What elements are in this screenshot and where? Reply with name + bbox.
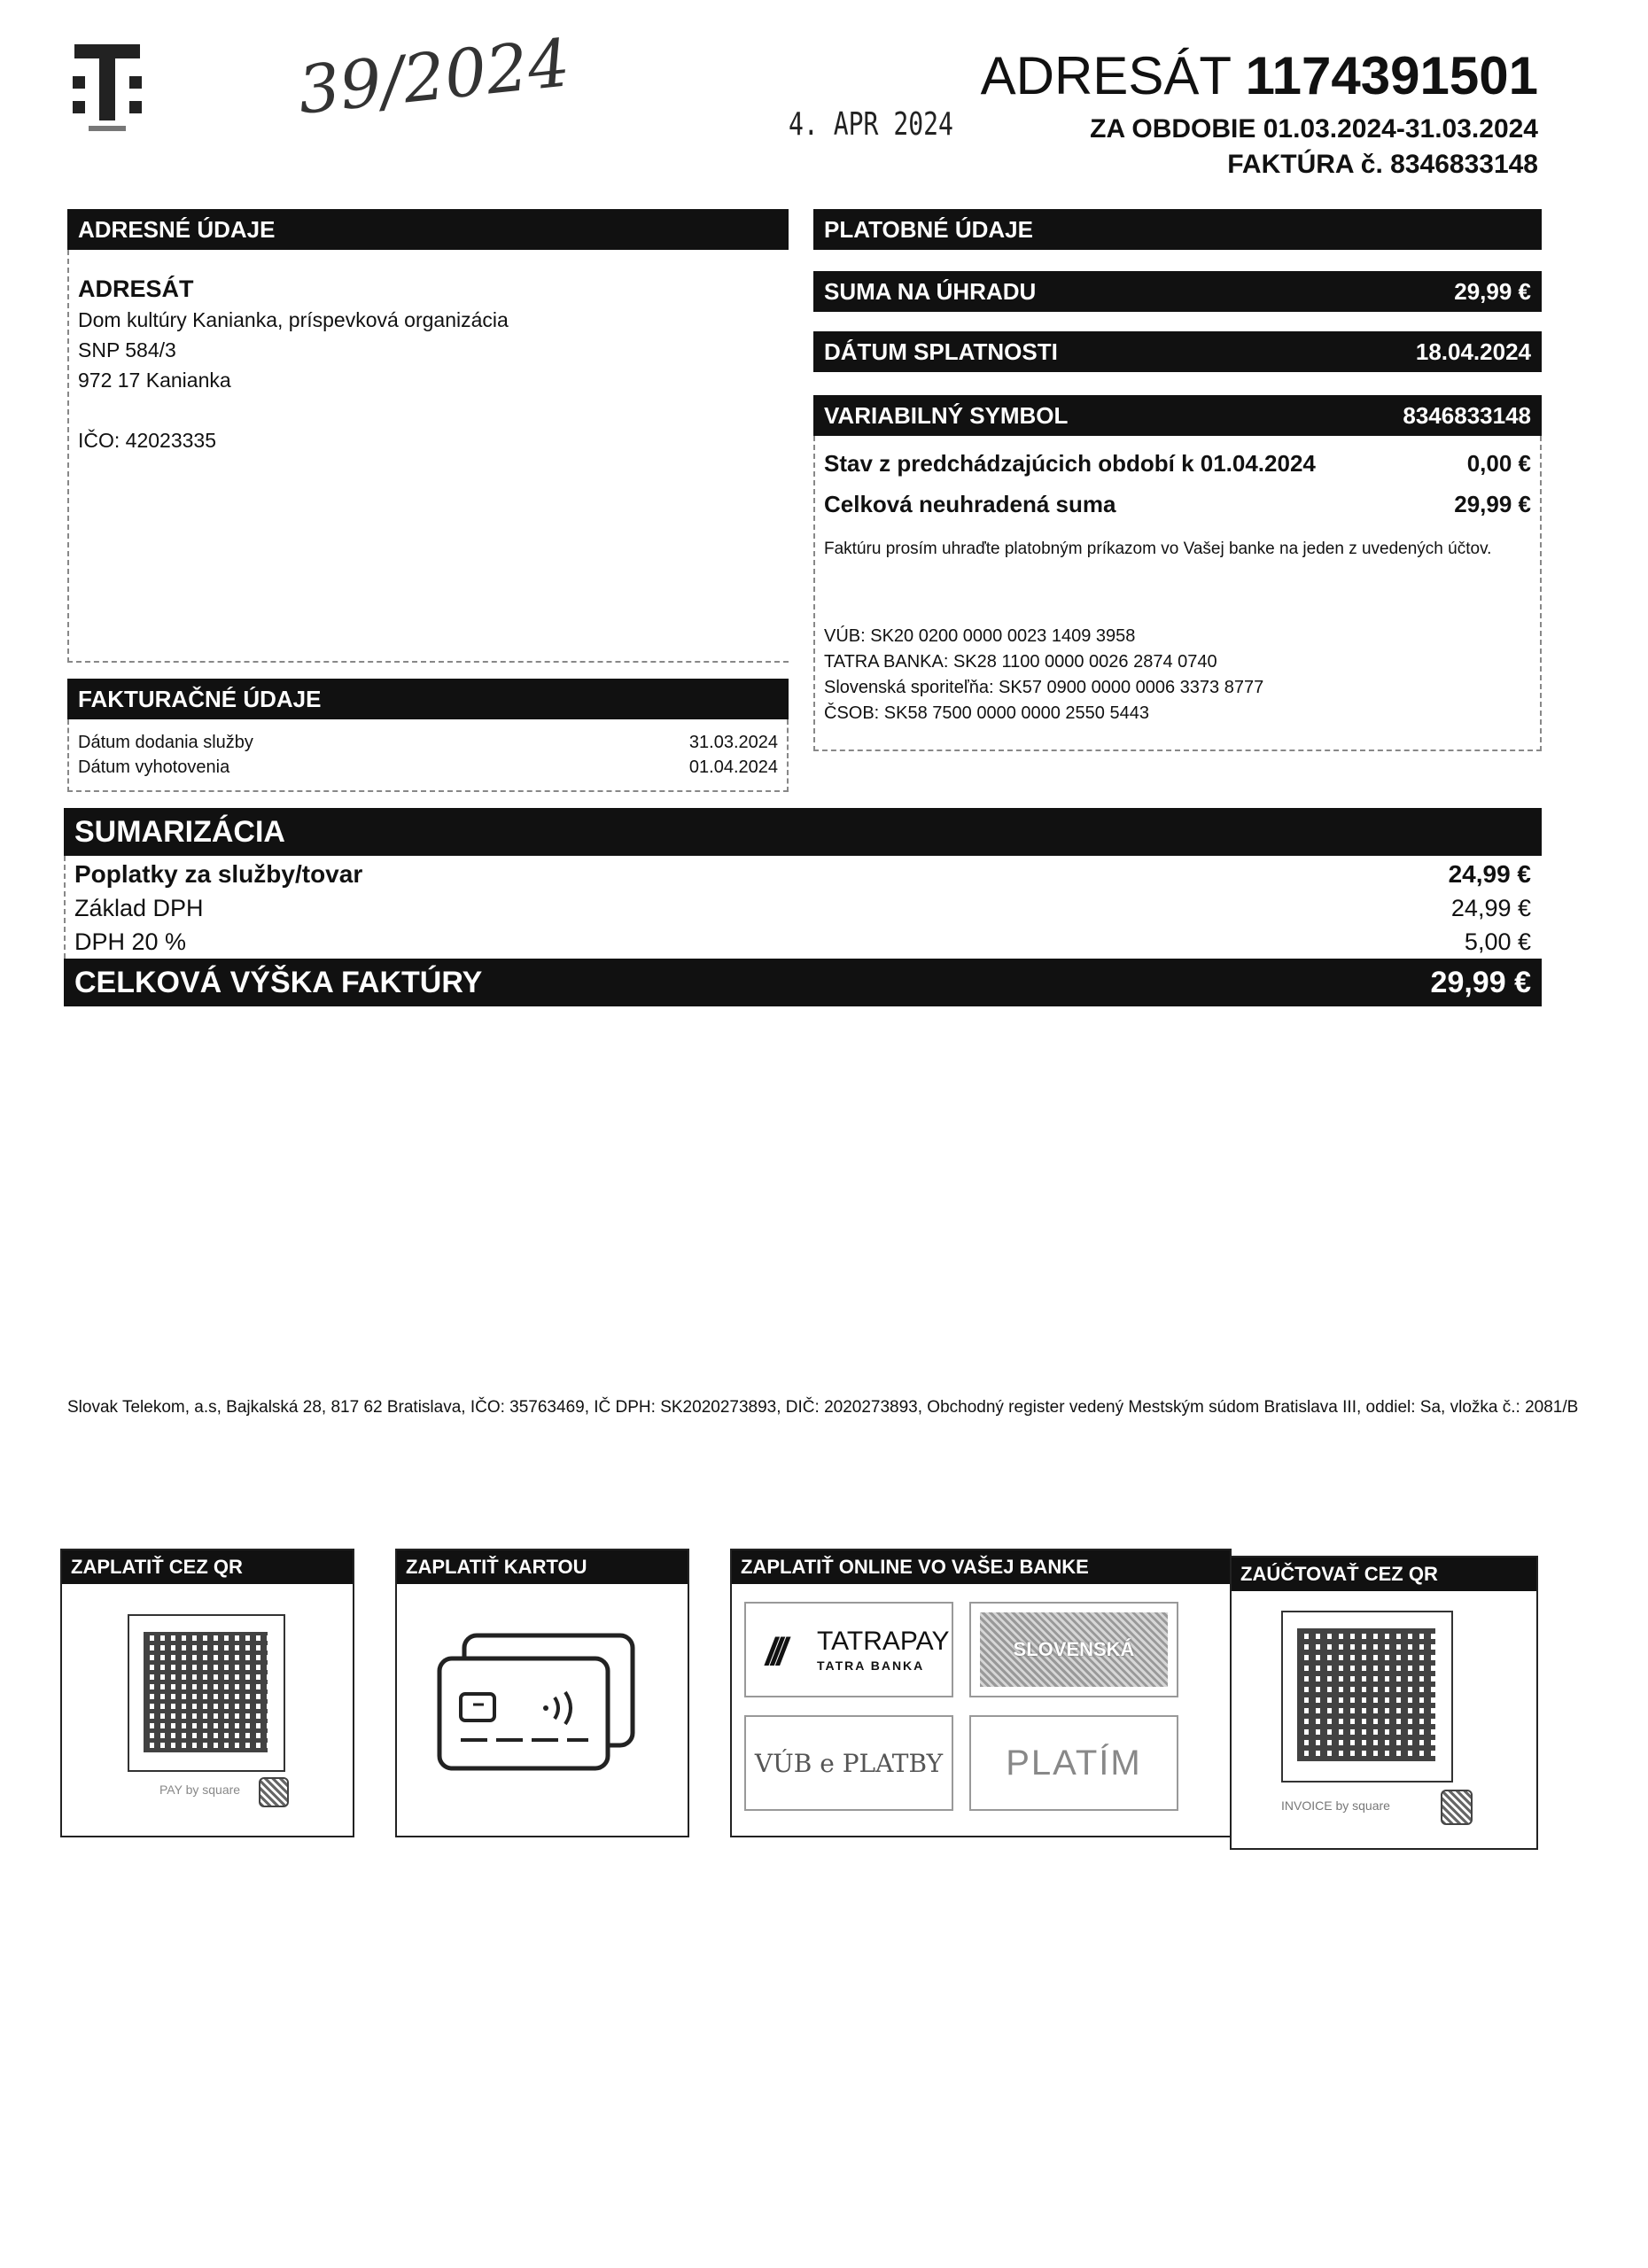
square-badge-icon xyxy=(259,1777,289,1807)
billing-section-header: FAKTURAČNÉ ÚDAJE xyxy=(67,679,789,719)
billing-row-label: Dátum dodania služby xyxy=(78,733,253,752)
summary-vat-value: 5,00 € xyxy=(1464,928,1531,955)
total-unpaid-value: 29,99 € xyxy=(1454,491,1531,517)
vub-button[interactable] xyxy=(744,1715,953,1811)
summary-vat-label: DPH 20 % xyxy=(74,928,187,955)
slsp-button[interactable] xyxy=(969,1602,1178,1697)
payment-section-header: PLATOBNÉ ÚDAJE xyxy=(813,209,1542,250)
credit-card-icon xyxy=(432,1630,645,1785)
qr-pay-option[interactable] xyxy=(60,1549,354,1837)
received-stamp: 4. APR 2024 xyxy=(789,106,953,143)
due-date-row xyxy=(813,331,1542,372)
summary-base-row xyxy=(74,891,1531,925)
company-info: Slovak Telekom, a.s, Bajkalská 28, 817 62 Bratislava, IČO: 35763469, IČ DPH: SK2020273893, DIČ: 2020273893, Obchodný register vedený Mestským súdom Bratislava III, oddiel: Sa, vložka č.: 2081/B xyxy=(67,1398,1579,1417)
variable-symbol-row xyxy=(813,395,1542,436)
amount-due-row xyxy=(813,271,1542,312)
due-date-label: DÁTUM SPLATNOSTI xyxy=(824,338,1058,365)
previous-balance-value: 0,00 € xyxy=(1466,450,1531,477)
recipient-ico: IČO: 42023335 xyxy=(78,429,217,452)
platim-button[interactable] xyxy=(969,1715,1178,1811)
adresat-number: 1174391501 xyxy=(1245,46,1538,105)
summary-body xyxy=(64,856,1542,959)
summary-fees-value: 24,99 € xyxy=(1448,860,1531,888)
summary-fees-row xyxy=(74,858,1531,891)
amount-due-value: 29,99 € xyxy=(1454,277,1531,305)
summary-header: SUMARIZÁCIA xyxy=(64,808,1542,856)
bank-account: ČSOB: SK58 7500 0000 0000 2550 5443 xyxy=(824,703,1149,723)
address-section-header: ADRESNÉ ÚDAJE xyxy=(67,209,789,250)
billing-row xyxy=(78,730,778,755)
vub-name: VÚB e PLATBY xyxy=(754,1748,944,1778)
variable-symbol-value: 8346833148 xyxy=(1403,401,1531,429)
recipient-city: 972 17 Kanianka xyxy=(78,369,231,392)
qr-code-icon xyxy=(144,1632,268,1752)
adresat-label: ADRESÁT xyxy=(980,46,1231,105)
billing-row-value: 01.04.2024 xyxy=(688,757,778,777)
account-qr-option[interactable] xyxy=(1230,1556,1538,1850)
slsp-logo xyxy=(980,1612,1168,1687)
bank-account: VÚB: SK20 0200 0000 0023 1409 3958 xyxy=(824,626,1136,646)
payment-details xyxy=(813,436,1542,751)
due-date-value: 18.04.2024 xyxy=(1415,338,1531,365)
bank-account: Slovenská sporiteľňa: SK57 0900 0000 0006 3373 8777 xyxy=(824,678,1264,697)
billing-block xyxy=(67,719,789,792)
address-block xyxy=(67,250,789,663)
total-unpaid-label: Celková neuhradená suma xyxy=(824,491,1116,517)
amount-due-label: SUMA NA ÚHRADU xyxy=(824,277,1037,305)
account-qr-caption: INVOICE by square xyxy=(1281,1798,1390,1813)
tatrapay-sub: TATRA BANKA xyxy=(817,1658,925,1673)
summary-fees-label: Poplatky za služby/tovar xyxy=(74,860,363,888)
telekom-logo xyxy=(67,37,147,135)
square-badge-icon xyxy=(1441,1790,1473,1825)
billing-row xyxy=(78,755,778,780)
tatrapay-button[interactable] xyxy=(744,1602,953,1697)
qr-pay-title: ZAPLATIŤ CEZ QR xyxy=(62,1550,353,1584)
invoice-total-row xyxy=(64,959,1542,1006)
invoice-number: FAKTÚRA č. 8346833148 xyxy=(1227,150,1538,179)
recipient-label: ADRESÁT xyxy=(78,276,194,302)
total-unpaid-row xyxy=(824,484,1531,524)
online-bank-title: ZAPLATIŤ ONLINE VO VAŠEJ BANKE xyxy=(732,1550,1230,1584)
handwritten-note: 39/2024 xyxy=(294,25,574,129)
summary-base-value: 24,99 € xyxy=(1450,895,1531,921)
header-right xyxy=(981,46,1538,183)
billing-row-value: 31.03.2024 xyxy=(688,733,778,752)
tatrapay-name: TATRAPAY xyxy=(817,1627,950,1656)
tatrapay-icon: /// xyxy=(766,1630,782,1674)
online-bank-option xyxy=(730,1549,1232,1837)
slsp-name: SLOVENSKÁ xyxy=(1013,1638,1135,1660)
recipient-street: SNP 584/3 xyxy=(78,338,176,361)
invoice-total-label: CELKOVÁ VÝŠKA FAKTÚRY xyxy=(74,965,483,999)
recipient-name: Dom kultúry Kanianka, príspevková organizácia xyxy=(78,308,509,331)
invoice-total-value: 29,99 € xyxy=(1430,965,1531,999)
previous-balance-row xyxy=(824,443,1531,484)
billing-row-label: Dátum vyhotovenia xyxy=(78,757,230,777)
payment-instruction: Faktúru prosím uhraďte platobným príkazom vo Vašej banke na jeden z uvedených účtov. xyxy=(824,540,1492,558)
account-qr-title: ZAÚČTOVAŤ CEZ QR xyxy=(1232,1557,1536,1591)
qr-code-icon xyxy=(1297,1628,1435,1761)
summary-vat-row xyxy=(74,925,1531,959)
card-pay-title: ZAPLATIŤ KARTOU xyxy=(397,1550,688,1584)
platim-name: PLATÍM xyxy=(1006,1743,1142,1783)
card-pay-option[interactable] xyxy=(395,1549,689,1837)
qr-pay-caption: PAY by square xyxy=(159,1783,241,1797)
summary-base-label: Základ DPH xyxy=(74,895,204,921)
bank-accounts xyxy=(824,624,1531,726)
billing-period: ZA OBDOBIE 01.03.2024-31.03.2024 xyxy=(1090,114,1538,144)
previous-balance-label: Stav z predchádzajúcich období k 01.04.2024 xyxy=(824,450,1316,477)
variable-symbol-label: VARIABILNÝ SYMBOL xyxy=(824,401,1069,429)
bank-account: TATRA BANKA: SK28 1100 0000 0026 2874 0740 xyxy=(824,652,1217,672)
